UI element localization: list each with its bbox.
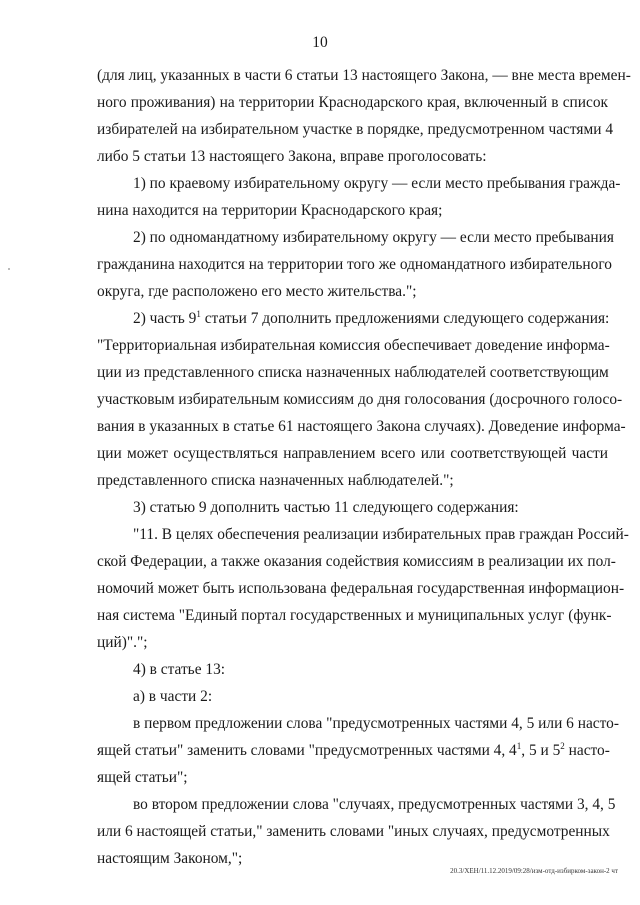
text-line-with-superscript <box>97 741 608 761</box>
text-line: либо 5 статьи 13 настоящего Закона, вправе проголосовать: <box>97 148 487 165</box>
superscript: 1 <box>516 741 522 751</box>
text-line: "11. В целях обеспечения реализации избирательных прав граждан Россий- <box>133 526 629 543</box>
text-line: участковым избирательным комиссиям до дня голосования (досрочного голосо- <box>97 391 623 408</box>
scan-mark <box>8 268 10 270</box>
text-line: в первом предложении слова "предусмотренных частями 4, 5 или 6 насто- <box>133 715 619 732</box>
text-line: (для лиц, указанных в части 6 статьи 13 настоящего Закона, — вне места времен- <box>97 67 631 84</box>
text-line: во втором предложении слова "случаях, предусмотренных частями 3, 4, 5 <box>133 796 616 813</box>
text-line: округа, где расположено его место жительства."; <box>97 283 417 300</box>
text-line: 1) по краевому избирательному округу — если место пребывания гражда- <box>133 175 621 192</box>
superscript: 1 <box>196 309 201 319</box>
text-line: или 6 настоящей статьи," заменить словами "иных случаях, предусмотренных <box>97 823 610 840</box>
text-line: 2) по одномандатному избирательному округу — если место пребывания <box>133 229 614 246</box>
text-line: ного проживания) на территории Краснодарского края, включенный в список <box>97 94 608 111</box>
page-number: 10 <box>312 34 328 51</box>
text-line: 3) статью 9 дополнить частью 11 следующего содержания: <box>133 499 519 516</box>
text-line: представленного списка назначенных наблюдателей."; <box>97 472 454 489</box>
text-line: ящей статьи"; <box>97 769 188 786</box>
text-line: нина находится на территории Краснодарского края; <box>97 202 443 219</box>
text-line: ции может осуществляться направлением всего или соответствующей части <box>97 445 608 462</box>
text-line: номочий может быть использована федеральная государственная информацион- <box>97 580 625 597</box>
text-fragment: ящей статьи" заменить словами "предусмотренных частями 4, 4 <box>97 742 517 759</box>
text-fragment: насто- <box>564 742 610 759</box>
text-line: ции из представленного списка назначенных наблюдателей соответствующим <box>97 364 609 381</box>
text-line: 4) в статье 13: <box>133 661 226 678</box>
footer-filename: 20.3/ХЕН/11.12.2019/09:28/изм-отд-избирком-закон-2 чт <box>450 867 618 875</box>
text-line: ций)"."; <box>97 634 148 651</box>
text-line: вания в указанных в статье 61 настоящего Закона случаях). Доведение информа- <box>97 418 626 435</box>
text-line: ской Федерации, а также оказания содействия комиссиям в реализации их пол- <box>97 553 616 570</box>
text-line: настоящим Законом,"; <box>97 850 243 867</box>
text-line: ная система "Единый портал государственных и муниципальных услуг (функ- <box>97 607 612 624</box>
superscript: 2 <box>560 741 565 751</box>
text-line: избирателей на избирательном участке в порядке, предусмотренном частями 4 <box>97 121 614 138</box>
text-line: гражданина находится на территории того же одномандатного избирательного <box>97 256 612 273</box>
text-line: а) в части 2: <box>133 688 213 705</box>
text-fragment: статьи 7 дополнить предложениями следующего содержания: <box>200 310 610 327</box>
text-line: "Территориальная избирательная комиссия обеспечивает доведение информа- <box>97 337 610 354</box>
text-fragment: , 5 и 5 <box>521 742 561 759</box>
text-fragment: 2) часть 9 <box>133 310 197 327</box>
text-line-with-superscript <box>133 309 608 329</box>
